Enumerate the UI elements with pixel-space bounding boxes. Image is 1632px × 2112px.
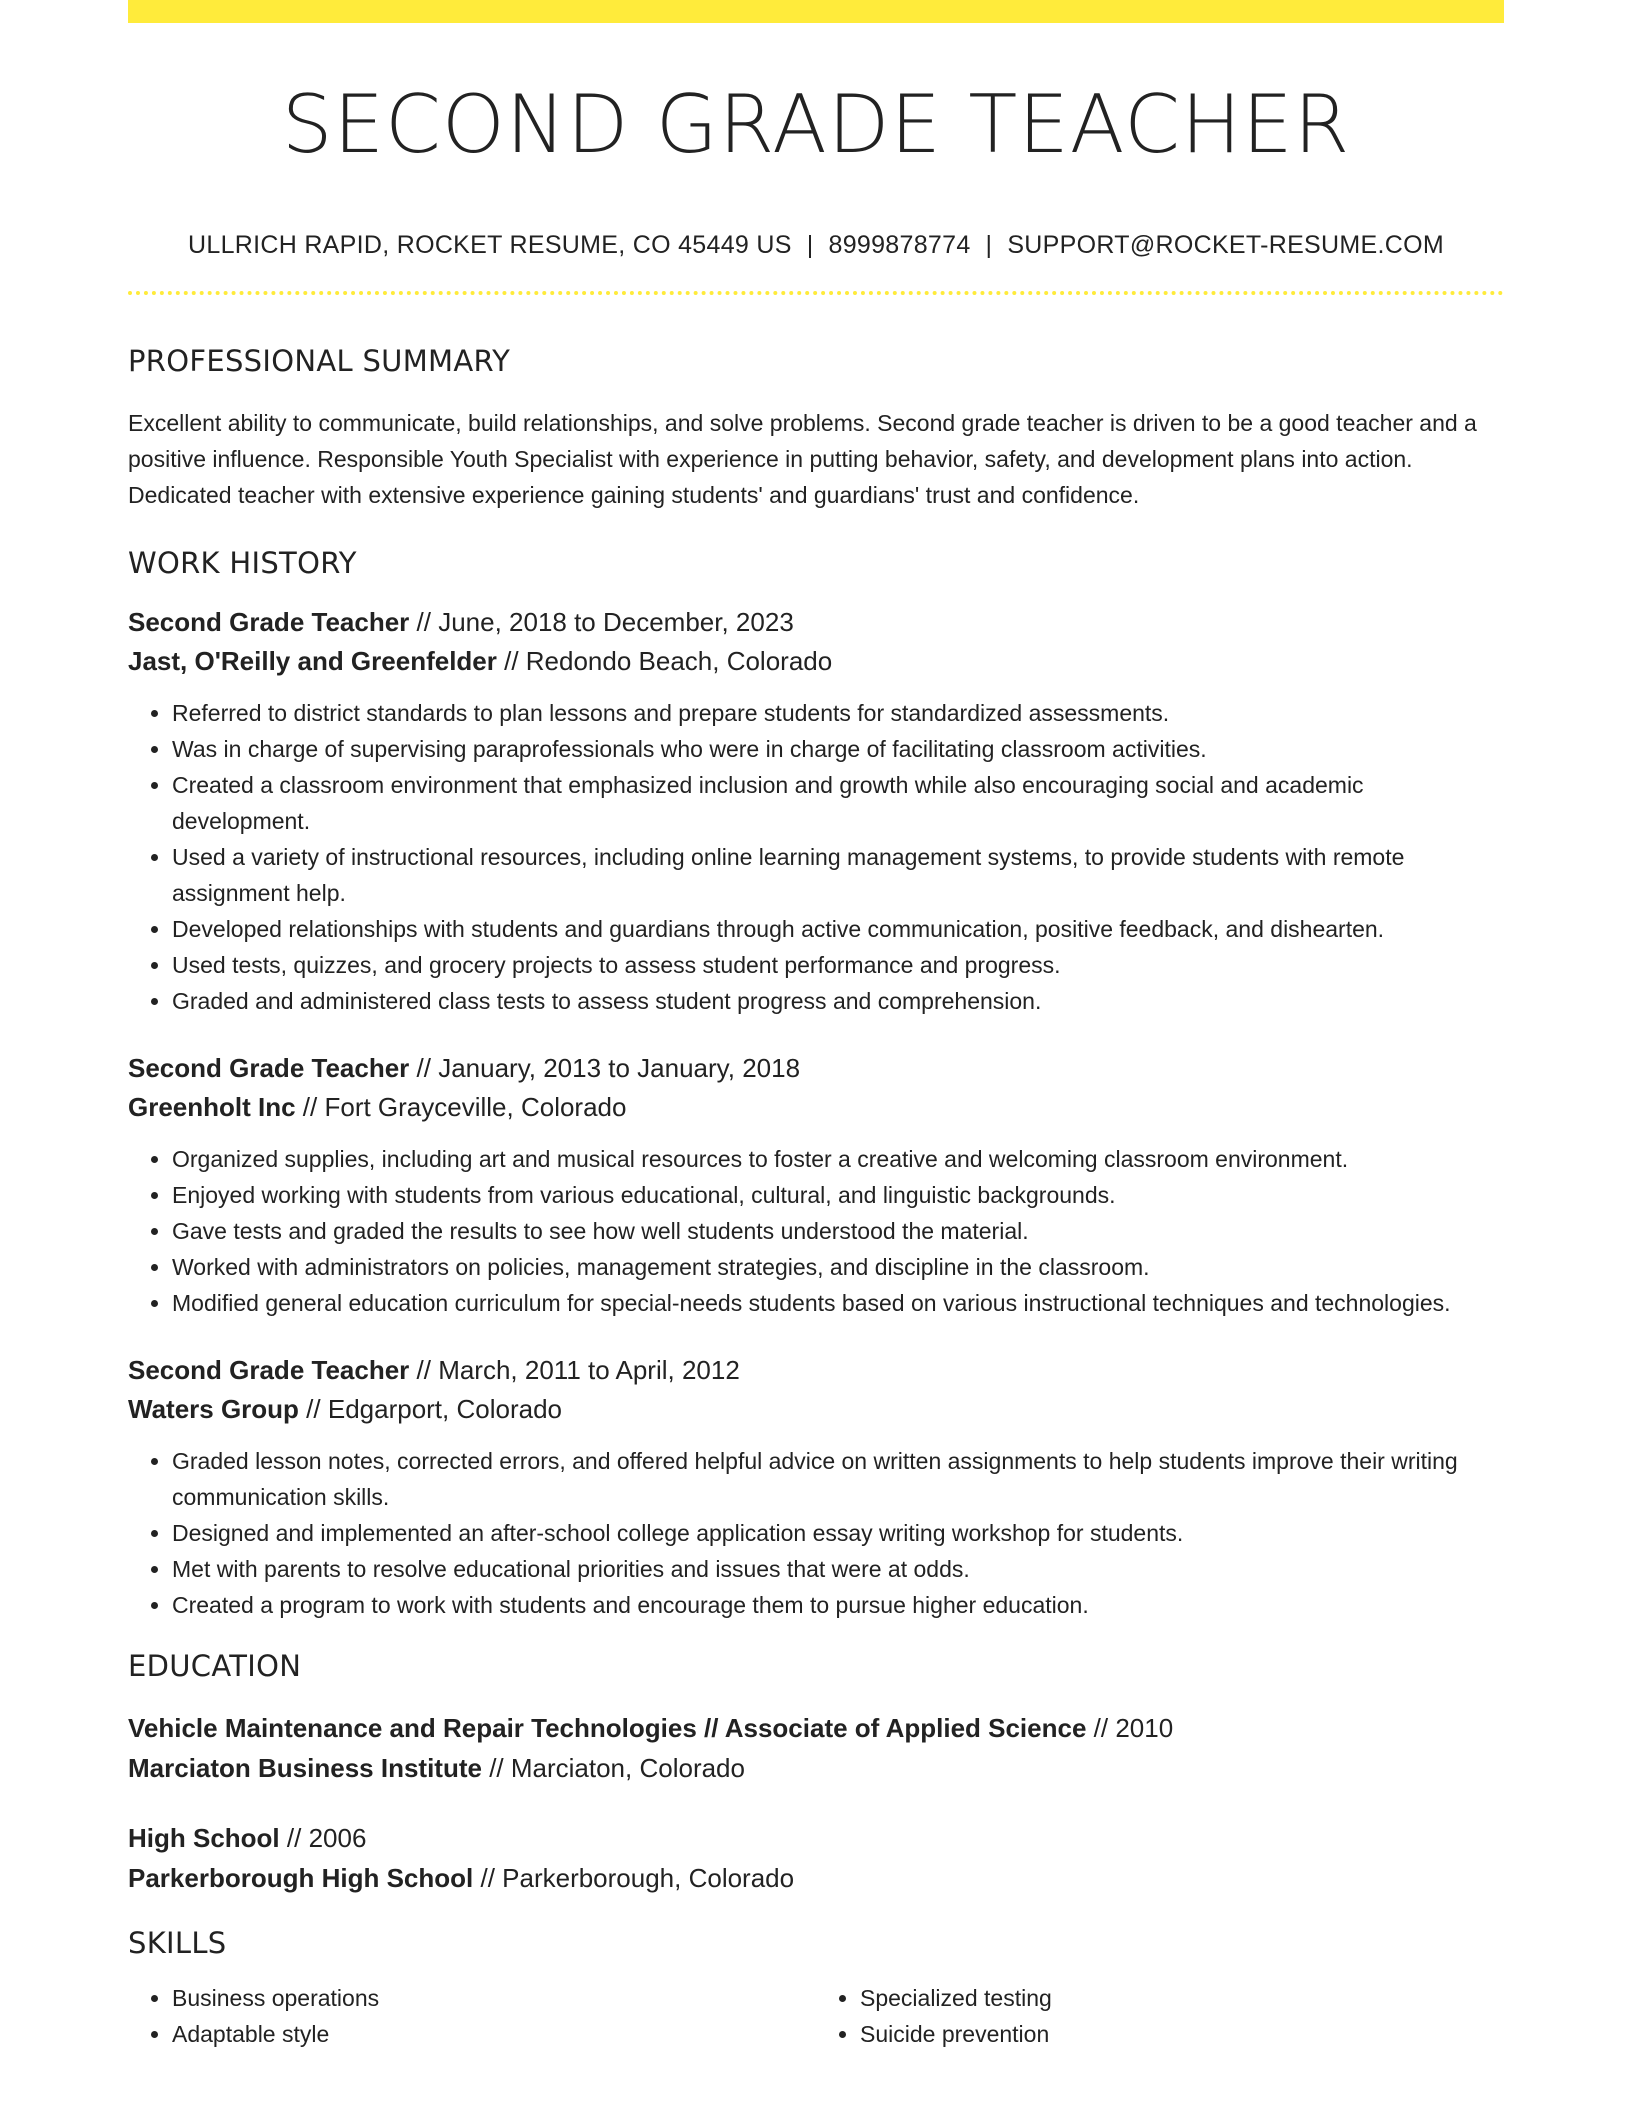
job-entry	[128, 1049, 1504, 1127]
contact-email[interactable]: SUPPORT@ROCKET-RESUME.COM	[1007, 231, 1444, 259]
job-bullets	[128, 695, 1504, 1019]
job-header	[128, 603, 1504, 642]
job-title: Second Grade Teacher	[128, 1355, 410, 1385]
skills-columns	[128, 1980, 1504, 2052]
list-item: • Referred to district standards to plan lessons and prepare students for standardized assessments.	[172, 695, 1504, 731]
list-item: • Organized supplies, including art and musical resources to foster a creative and welcoming classroom environment.	[172, 1141, 1504, 1177]
list-item: • Specialized testing	[860, 1980, 1504, 2016]
education-school-line	[128, 1858, 1504, 1898]
job-header	[128, 1351, 1504, 1390]
job-employer: Jast, O'Reilly and Greenfelder	[128, 646, 497, 676]
job-bullets	[128, 1443, 1504, 1623]
education-entry	[128, 1708, 1504, 1788]
job-dates: // March, 2011 to April, 2012	[409, 1355, 740, 1385]
contact-address: ULLRICH RAPID, ROCKET RESUME, CO 45449 US	[188, 231, 792, 259]
job-dates: // June, 2018 to December, 2023	[409, 607, 794, 637]
list-item: • Enjoyed working with students from various educational, cultural, and linguistic backgrounds.	[172, 1177, 1504, 1213]
work-history-heading: WORK HISTORY	[128, 546, 357, 580]
contact-line	[128, 231, 1504, 260]
summary-text: Excellent ability to communicate, build relationships, and solve problems. Second grade teacher is driven to be a good teacher and a positive influence. Responsible Youth Specialist with experience in putting behavior, safety, and development plans into action. Dedicated teacher with extensive experience gaining students' and guardians' trust and confidence.	[128, 410, 1477, 508]
list-item: • Adaptable style	[172, 2016, 816, 2052]
skills-list-left	[128, 1980, 816, 2052]
list-item: • Used tests, quizzes, and grocery projects to assess student performance and progress.	[172, 947, 1504, 983]
contact-phone: 8999878774	[828, 231, 971, 259]
list-item: • Graded and administered class tests to assess student progress and comprehension.	[172, 983, 1504, 1019]
contact-separator: |	[806, 231, 814, 259]
skills-heading: SKILLS	[128, 1926, 227, 1960]
contact-separator: |	[985, 231, 993, 259]
job-entry	[128, 603, 1504, 681]
job-employer-line	[128, 1088, 1504, 1127]
list-item: • Modified general education curriculum for special-needs students based on various instructional techniques and technologies.	[172, 1285, 1504, 1321]
job-employer-line	[128, 642, 1504, 681]
job-employer: Greenholt Inc	[128, 1092, 296, 1122]
job-location: // Fort Grayceville, Colorado	[295, 1092, 627, 1122]
resume-title: SECOND GRADE TEACHER	[281, 78, 1351, 171]
education-degree: Vehicle Maintenance and Repair Technologies // Associate of Applied Science	[128, 1713, 1087, 1743]
education-school-line	[128, 1748, 1504, 1788]
list-item: • Created a program to work with students and encourage them to pursue higher education.	[172, 1587, 1504, 1623]
job-employer-line	[128, 1390, 1504, 1429]
list-item: • Business operations	[172, 1980, 816, 2016]
list-item: • Was in charge of supervising paraprofessionals who were in charge of facilitating classroom activities.	[172, 731, 1504, 767]
job-dates: // January, 2013 to January, 2018	[409, 1053, 801, 1083]
job-bullets	[128, 1141, 1504, 1321]
list-item: • Used a variety of instructional resources, including online learning management systems, to provide students with remote assignment help.	[172, 839, 1504, 911]
education-entry	[128, 1818, 1504, 1898]
job-location: // Edgarport, Colorado	[298, 1394, 562, 1424]
job-header	[128, 1049, 1504, 1088]
job-location: // Redondo Beach, Colorado	[496, 646, 833, 676]
summary-heading: PROFESSIONAL SUMMARY	[128, 344, 511, 378]
list-item: • Met with parents to resolve educational priorities and issues that were at odds.	[172, 1551, 1504, 1587]
skills-list-right	[816, 1980, 1504, 2052]
job-entry	[128, 1351, 1504, 1429]
job-employer: Waters Group	[128, 1394, 299, 1424]
list-item: • Created a classroom environment that emphasized inclusion and growth while also encouraging social and academic development.	[172, 767, 1504, 839]
accent-bar	[128, 0, 1504, 23]
list-item: • Suicide prevention	[860, 2016, 1504, 2052]
list-item: • Worked with administrators on policies, management strategies, and discipline in the classroom.	[172, 1249, 1504, 1285]
job-title: Second Grade Teacher	[128, 607, 410, 637]
job-title: Second Grade Teacher	[128, 1053, 410, 1083]
resume-page	[128, 0, 1504, 2052]
list-item: • Gave tests and graded the results to see how well students understood the material.	[172, 1213, 1504, 1249]
education-year: // 2010	[1086, 1713, 1174, 1743]
education-school: Parkerborough High School	[128, 1863, 474, 1893]
education-degree-line	[128, 1818, 1504, 1858]
education-degree: High School	[128, 1823, 280, 1853]
education-year: // 2006	[279, 1823, 367, 1853]
list-item: • Graded lesson notes, corrected errors, and offered helpful advice on written assignments to help students improve their writing communication skills.	[172, 1443, 1504, 1515]
dotted-divider	[128, 291, 1504, 295]
education-location: // Parkerborough, Colorado	[473, 1863, 795, 1893]
education-school: Marciaton Business Institute	[128, 1753, 482, 1783]
education-degree-line	[128, 1708, 1504, 1748]
education-heading: EDUCATION	[128, 1649, 302, 1683]
list-item: • Developed relationships with students and guardians through active communication, positive feedback, and dishearten.	[172, 911, 1504, 947]
education-location: // Marciaton, Colorado	[481, 1753, 745, 1783]
list-item: • Designed and implemented an after-school college application essay writing workshop for students.	[172, 1515, 1504, 1551]
